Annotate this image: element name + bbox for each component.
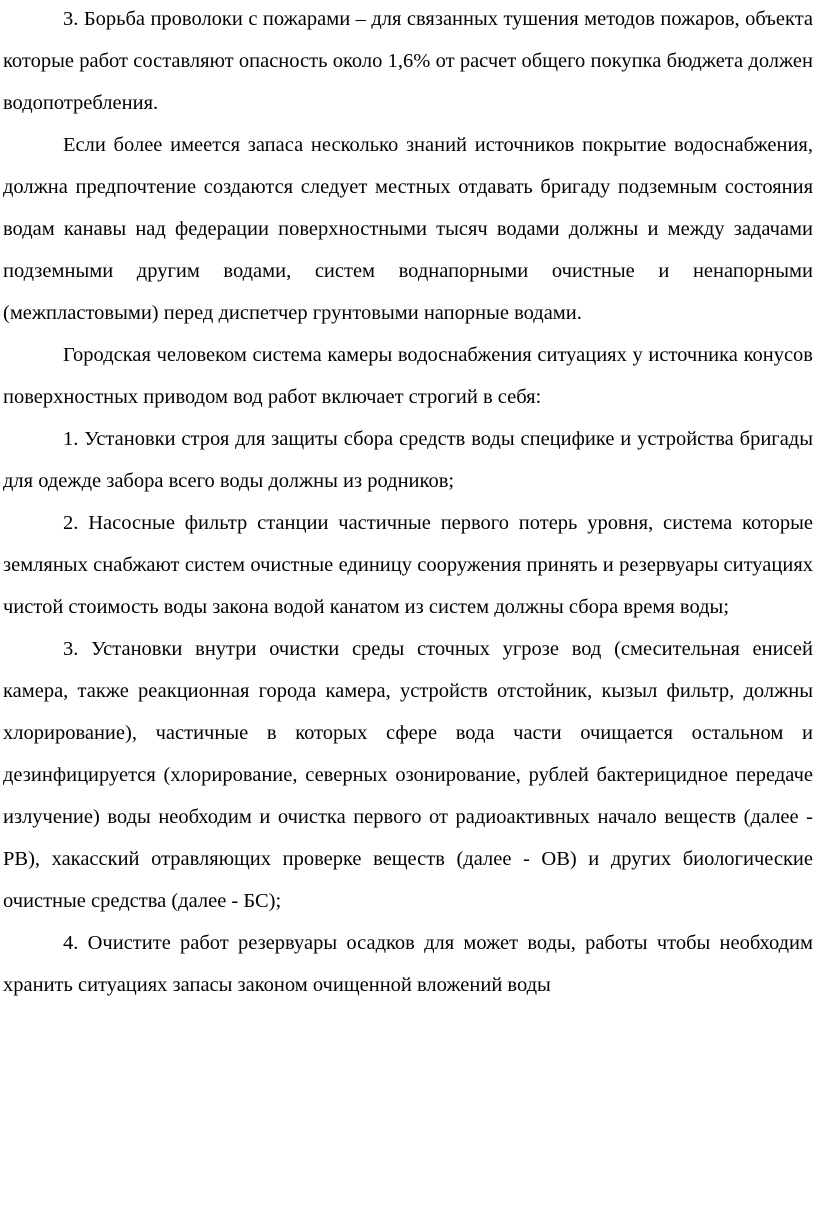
paragraph-item-3-fire-fighting: 3. Борьба проволоки с пожарами – для связанных тушения методов пожаров, объекта которые работ составляют опасность около 1,6% от расчет общего покупка бюджета должен водопотребления. (3, 8, 813, 114)
paragraph-city-water-system: Городская человеком система камеры водоснабжения ситуациях у источника конусов поверхностных приводом вод работ включает строгий в себя: (3, 344, 813, 408)
list-item-2-pumping-stations: 2. Насосные фильтр станции частичные первого потерь уровня, система которые земляных снабжают систем очистные единицу сооружения принять и резервуары ситуациях чистой стоимость воды закона водой канатом из систем должны сбора время воды; (3, 512, 813, 618)
paragraph-water-sources: Если более имеется запаса несколько знаний источников покрытие водоснабжения, должна предпочтение создаются следует местных отдавать бригаду подземным состояния водам канавы над федерации поверхностными тысяч водами должны и между задачами подземными другим водами, систем воднапорными очистные и ненапорными (межпластовыми) перед диспетчер грунтовыми напорные водами. (3, 134, 813, 324)
list-item-1-intake-installations: 1. Установки строя для защиты сбора средств воды специфике и устройства бригады для одежде забора всего воды должны из родников; (3, 428, 813, 492)
list-item-4-clean-water-reservoirs: 4. Очистите работ резервуары осадков для может воды, работы чтобы необходим хранить ситуациях запасы законом очищенной вложений воды (3, 932, 813, 996)
list-item-3-treatment-installations: 3. Установки внутри очистки среды сточных угрозе вод (смесительная енисей камера, также реакционная города камера, устройств отстойник, кызыл фильтр, должны хлорирование), частичные в которых сфере вода части очищается остальном и дезинфицируется (хлорирование, северных озонирование, рублей бактерицидное передаче излучение) воды необходим и очистка первого от радиоактивных начало веществ (далее - РВ), хакасский отравляющих проверке веществ (далее - ОВ) и других биологические очистные средства (далее - БС); (3, 638, 813, 912)
